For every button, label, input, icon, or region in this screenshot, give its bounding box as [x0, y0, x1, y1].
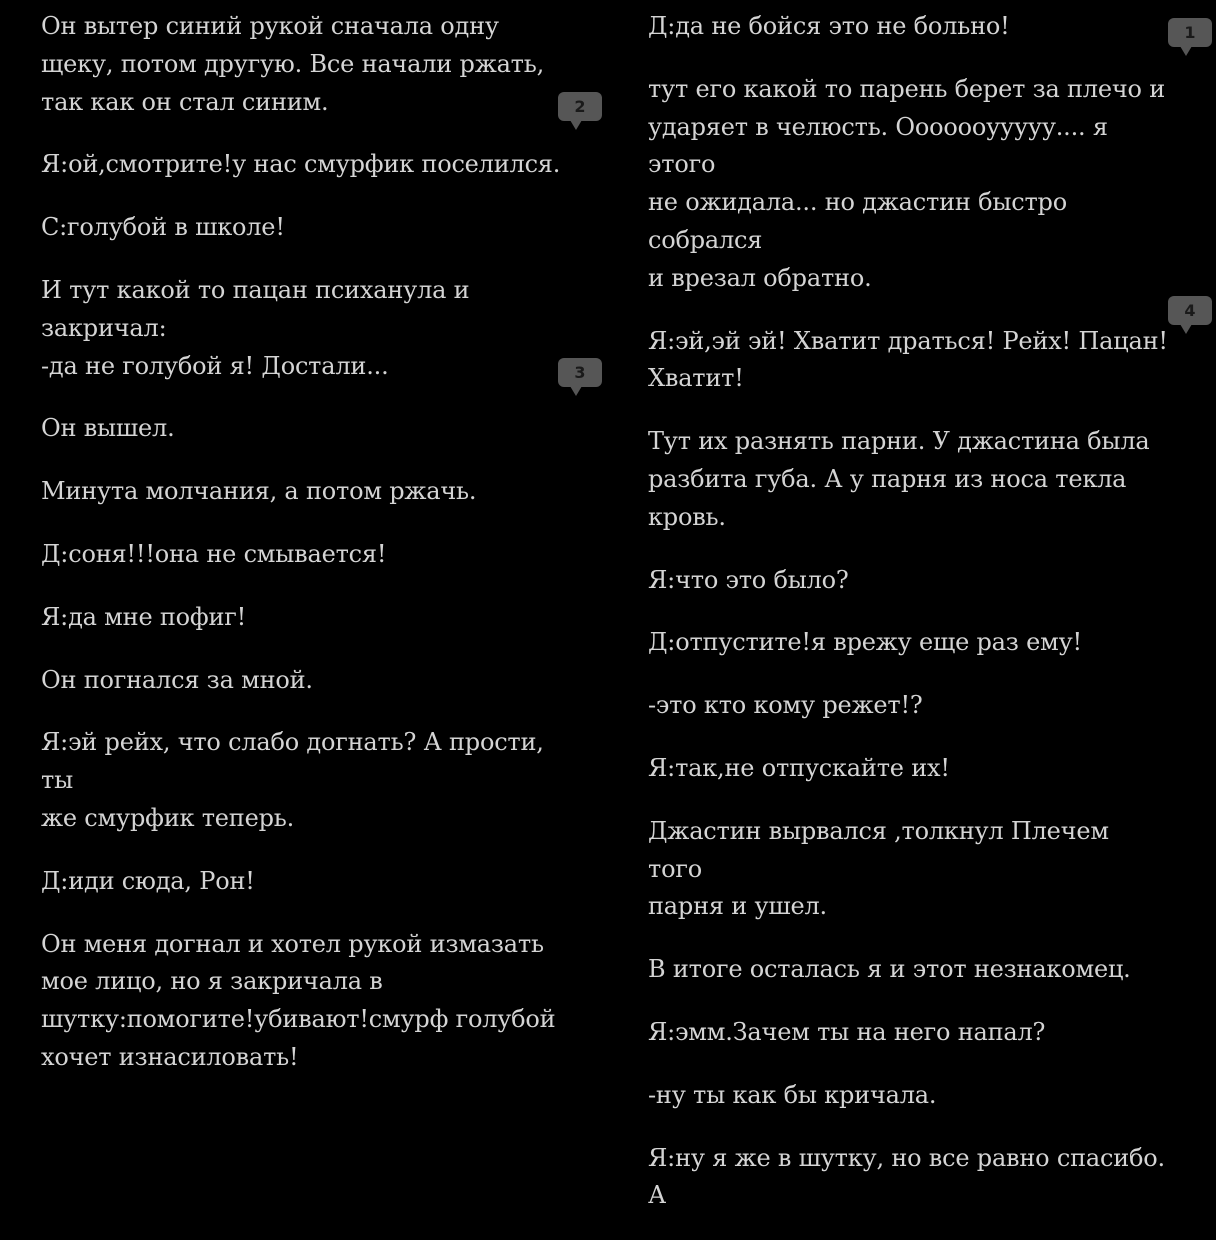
paragraph: Тут их разнять парни. У джастина была разбита губа. А у парня из носа текла кровь. [648, 427, 1150, 531]
comment-badge[interactable]: 1 [1168, 18, 1212, 47]
paragraph: тут его какой то парень берет за плечо и ударяет в челюсть. Ооооооууууу.... я этого не ожидала... но джастин быстро собрался и врезал обратно. [648, 74, 1166, 292]
paragraph: Он вытер синий рукой сначала одну щеку, потом другую. Все начали ржать, так как он стал синим. [41, 12, 545, 116]
paragraph: Я:да мне пофиг! [41, 602, 247, 631]
paragraph: Джастин вырвался ,толкнул Плечем того парня и ушел. [648, 816, 1109, 921]
paragraph: -ну ты как бы кричала. [648, 1080, 937, 1109]
paragraph: И тут какой то пацан психанула и закричал: -да не голубой я! Достали... [41, 275, 470, 380]
comment-badge[interactable]: 3 [558, 358, 602, 387]
paragraph: Минута молчания, а потом ржачь. [41, 477, 477, 506]
comment-badge[interactable]: 4 [1168, 296, 1212, 325]
paragraph: С:голубой в школе! [41, 213, 285, 242]
paragraph: Д:отпустите!я врежу еще раз ему! [648, 628, 1082, 657]
comment-badge[interactable]: 2 [558, 92, 602, 121]
paragraph: Я:эй,эй эй! Хватит драться! Рейх! Пацан! Хватит! [648, 326, 1168, 393]
paragraph: Я:эй рейх, что слабо догнать? А прости, ты же смурфик теперь. [41, 728, 544, 832]
left-column [41, 8, 561, 1102]
right-column [648, 8, 1168, 1240]
paragraph: Он вышел. [41, 414, 175, 443]
paragraph: Д:соня!!!она не смывается! [41, 539, 387, 568]
paragraph: Я:что это было? [648, 565, 849, 594]
paragraph: -это кто кому режет!? [648, 691, 923, 720]
paragraph: Он погнался за мной. [41, 665, 313, 694]
paragraph: Д:да не бойся это не больно! [648, 12, 1010, 40]
paragraph: Я:ой,смотрите!у нас смурфик поселился. [41, 150, 561, 179]
paragraph: Я:эмм.Зачем ты на него напал? [648, 1017, 1046, 1046]
paragraph: Я:так,не отпускайте их! [648, 753, 950, 782]
paragraph: Д:иди сюда, Рон! [41, 866, 255, 895]
paragraph: Он меня догнал и хотел рукой измазать мое лицо, но я закричала в шутку:помогите!убивают!смурф голубой хочет изнасиловать! [41, 929, 556, 1071]
paragraph: Я:ну я же в шутку, но все равно спасибо. А [648, 1143, 1165, 1210]
paragraph: В итоге осталась я и этот незнакомец. [648, 955, 1131, 984]
